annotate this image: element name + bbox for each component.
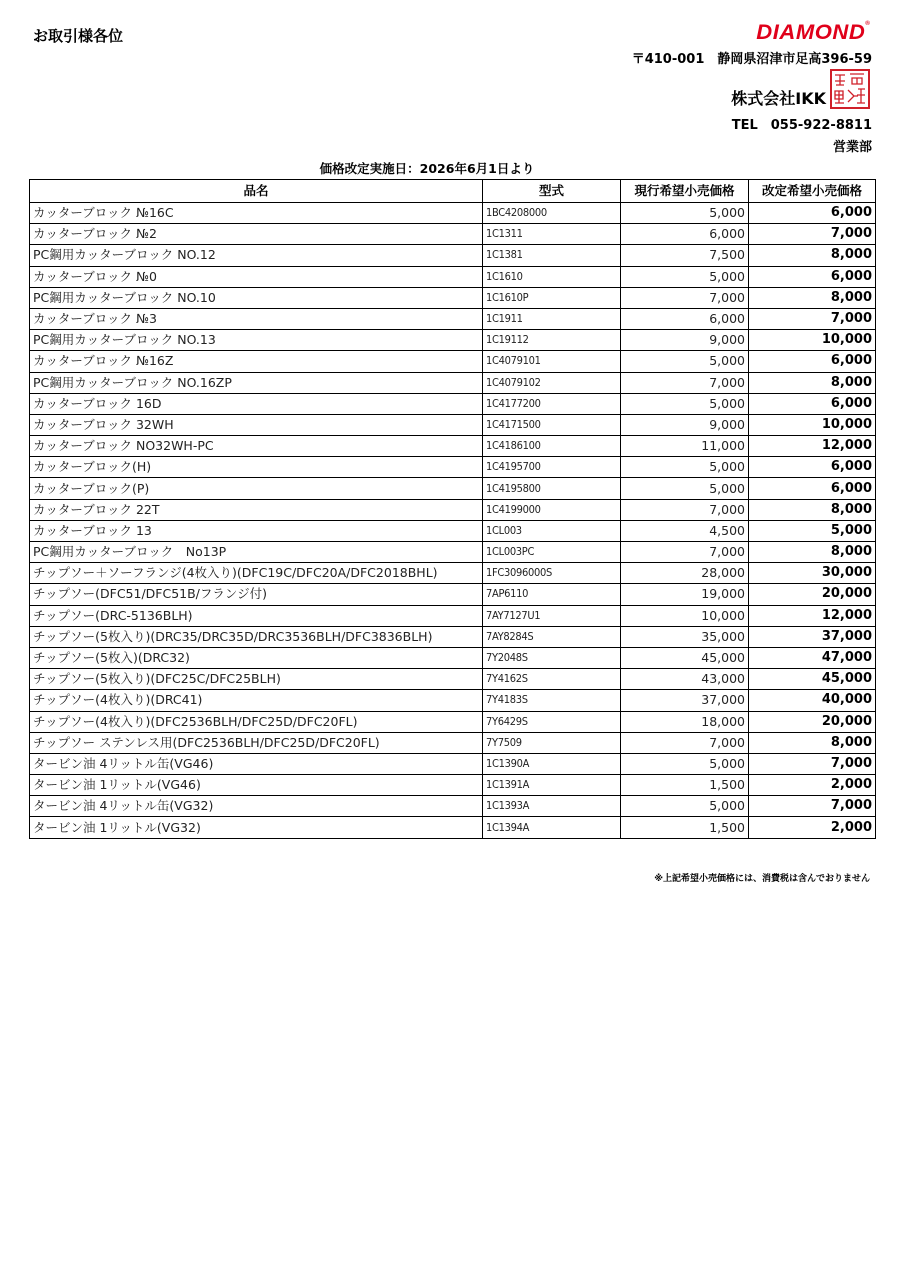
- table-row: [30, 266, 876, 287]
- cell-model: 1C1911: [483, 308, 621, 329]
- cell-current-price: 7,000: [621, 732, 749, 753]
- cell-revised-price: 12,000: [749, 605, 876, 626]
- cell-revised-price: 20,000: [749, 584, 876, 605]
- tax-note: ※上記希望小売価格には、消費税は含んでおりません: [654, 874, 870, 884]
- cell-model: 1FC3096000S: [483, 563, 621, 584]
- table-row: [30, 605, 876, 626]
- cell-product-name: カッターブロック №3: [30, 308, 483, 329]
- cell-product-name: PC鋼用カッターブロック NO.10: [30, 287, 483, 308]
- cell-revised-price: 8,000: [749, 287, 876, 308]
- cell-current-price: 5,000: [621, 393, 749, 414]
- cell-product-name: カッターブロック №2: [30, 224, 483, 245]
- table-row: [30, 499, 876, 520]
- table-row: [30, 478, 876, 499]
- cell-current-price: 19,000: [621, 584, 749, 605]
- table-row: [30, 520, 876, 541]
- cell-revised-price: 6,000: [749, 266, 876, 287]
- table-row: [30, 669, 876, 690]
- cell-model: 7Y4183S: [483, 690, 621, 711]
- cell-product-name: カッターブロック №16C: [30, 203, 483, 224]
- cell-current-price: 5,000: [621, 351, 749, 372]
- cell-product-name: チップソー(5枚入)(DRC32): [30, 647, 483, 668]
- cell-model: 1C1610: [483, 266, 621, 287]
- cell-product-name: カッターブロック №0: [30, 266, 483, 287]
- cell-revised-price: 7,000: [749, 224, 876, 245]
- cell-revised-price: 6,000: [749, 457, 876, 478]
- cell-product-name: PC鋼用カッターブロック NO.16ZP: [30, 372, 483, 393]
- cell-revised-price: 8,000: [749, 372, 876, 393]
- cell-model: 7AP6110: [483, 584, 621, 605]
- cell-current-price: 37,000: [621, 690, 749, 711]
- cell-revised-price: 8,000: [749, 732, 876, 753]
- table-row: [30, 732, 876, 753]
- table-row: [30, 393, 876, 414]
- cell-model: 1C4079102: [483, 372, 621, 393]
- column-header-name: 品名: [30, 180, 483, 203]
- cell-product-name: タービン油 4リットル缶(VG46): [30, 753, 483, 774]
- table-header-row: [30, 180, 876, 203]
- cell-product-name: タービン油 1リットル(VG46): [30, 775, 483, 796]
- cell-revised-price: 6,000: [749, 393, 876, 414]
- telephone: TEL 055-922-8811: [731, 118, 872, 133]
- table-row: [30, 711, 876, 732]
- cell-product-name: チップソー(4枚入り)(DFC2536BLH/DFC25D/DFC20FL): [30, 711, 483, 732]
- cell-current-price: 7,000: [621, 372, 749, 393]
- cell-revised-price: 6,000: [749, 478, 876, 499]
- cell-product-name: チップソー ステンレス用(DFC2536BLH/DFC25D/DFC20FL): [30, 732, 483, 753]
- cell-revised-price: 47,000: [749, 647, 876, 668]
- cell-revised-price: 30,000: [749, 563, 876, 584]
- cell-current-price: 7,000: [621, 499, 749, 520]
- table-row: [30, 584, 876, 605]
- cell-model: 1C4195800: [483, 478, 621, 499]
- cell-current-price: 1,500: [621, 775, 749, 796]
- cell-current-price: 5,000: [621, 796, 749, 817]
- cell-product-name: チップソー(DRC-5136BLH): [30, 605, 483, 626]
- cell-model: 7Y2048S: [483, 647, 621, 668]
- cell-model: 7Y4162S: [483, 669, 621, 690]
- table-row: [30, 224, 876, 245]
- column-header-current-price: 現行希望小売価格: [621, 180, 749, 203]
- cell-product-name: PC鋼用カッターブロック No13P: [30, 542, 483, 563]
- cell-revised-price: 5,000: [749, 520, 876, 541]
- cell-product-name: チップソー(DFC51/DFC51B/フランジ付): [30, 584, 483, 605]
- cell-current-price: 5,000: [621, 266, 749, 287]
- cell-product-name: チップソー＋ソーフランジ(4枚入り)(DFC19C/DFC20A/DFC2018BHL): [30, 563, 483, 584]
- addressee: お取引様各位: [33, 27, 124, 45]
- cell-current-price: 7,000: [621, 287, 749, 308]
- cell-model: 1C4177200: [483, 393, 621, 414]
- table-body: [30, 203, 876, 839]
- cell-current-price: 45,000: [621, 647, 749, 668]
- cell-current-price: 10,000: [621, 605, 749, 626]
- table-row: [30, 753, 876, 774]
- cell-revised-price: 2,000: [749, 817, 876, 838]
- cell-product-name: タービン油 4リットル缶(VG32): [30, 796, 483, 817]
- cell-revised-price: 20,000: [749, 711, 876, 732]
- cell-current-price: 6,000: [621, 224, 749, 245]
- cell-current-price: 1,500: [621, 817, 749, 838]
- cell-model: 7AY7127U1: [483, 605, 621, 626]
- cell-model: 1C4171500: [483, 414, 621, 435]
- cell-product-name: タービン油 1リットル(VG32): [30, 817, 483, 838]
- cell-revised-price: 10,000: [749, 330, 876, 351]
- cell-model: 1C4195700: [483, 457, 621, 478]
- cell-model: 1C4186100: [483, 436, 621, 457]
- cell-product-name: チップソー(4枚入り)(DRC41): [30, 690, 483, 711]
- cell-current-price: 35,000: [621, 626, 749, 647]
- cell-product-name: カッターブロック 22T: [30, 499, 483, 520]
- cell-revised-price: 37,000: [749, 626, 876, 647]
- table-row: [30, 775, 876, 796]
- cell-model: 1CL003PC: [483, 542, 621, 563]
- table-row: [30, 457, 876, 478]
- cell-current-price: 5,000: [621, 457, 749, 478]
- cell-model: 1C1381: [483, 245, 621, 266]
- table-row: [30, 287, 876, 308]
- cell-revised-price: 12,000: [749, 436, 876, 457]
- cell-revised-price: 40,000: [749, 690, 876, 711]
- cell-revised-price: 2,000: [749, 775, 876, 796]
- table-row: [30, 203, 876, 224]
- cell-product-name: カッターブロック(H): [30, 457, 483, 478]
- cell-revised-price: 8,000: [749, 245, 876, 266]
- table-row: [30, 817, 876, 838]
- cell-revised-price: 45,000: [749, 669, 876, 690]
- cell-product-name: チップソー(5枚入り)(DFC25C/DFC25BLH): [30, 669, 483, 690]
- cell-revised-price: 8,000: [749, 499, 876, 520]
- cell-current-price: 9,000: [621, 414, 749, 435]
- column-header-model: 型式: [483, 180, 621, 203]
- cell-current-price: 18,000: [621, 711, 749, 732]
- column-header-revised-price: 改定希望小売価格: [749, 180, 876, 203]
- table-row: [30, 245, 876, 266]
- table-row: [30, 796, 876, 817]
- cell-product-name: カッターブロック 32WH: [30, 414, 483, 435]
- table-row: [30, 542, 876, 563]
- cell-model: 1C4199000: [483, 499, 621, 520]
- table-row: [30, 372, 876, 393]
- cell-revised-price: 7,000: [749, 308, 876, 329]
- cell-model: 7Y6429S: [483, 711, 621, 732]
- company-name: 株式会社IKK: [731, 89, 826, 108]
- cell-product-name: チップソー(5枚入り)(DRC35/DRC35D/DRC3536BLH/DFC3836BLH): [30, 626, 483, 647]
- cell-model: 7Y7509: [483, 732, 621, 753]
- cell-current-price: 7,500: [621, 245, 749, 266]
- cell-current-price: 43,000: [621, 669, 749, 690]
- cell-model: 1C1393A: [483, 796, 621, 817]
- cell-revised-price: 6,000: [749, 351, 876, 372]
- cell-model: 1C1311: [483, 224, 621, 245]
- cell-current-price: 11,000: [621, 436, 749, 457]
- table-row: [30, 351, 876, 372]
- brand-logo: DIAMOND®: [756, 21, 871, 44]
- table-row: [30, 436, 876, 457]
- table-row: [30, 330, 876, 351]
- cell-revised-price: 8,000: [749, 542, 876, 563]
- effective-date: 価格改定実施日：2026年6月1日より: [319, 161, 535, 176]
- cell-current-price: 6,000: [621, 308, 749, 329]
- cell-model: 1C1390A: [483, 753, 621, 774]
- cell-revised-price: 7,000: [749, 796, 876, 817]
- cell-current-price: 28,000: [621, 563, 749, 584]
- cell-current-price: 7,000: [621, 542, 749, 563]
- cell-product-name: カッターブロック №16Z: [30, 351, 483, 372]
- cell-revised-price: 10,000: [749, 414, 876, 435]
- cell-product-name: カッターブロック 13: [30, 520, 483, 541]
- table-row: [30, 690, 876, 711]
- cell-revised-price: 6,000: [749, 203, 876, 224]
- cell-current-price: 9,000: [621, 330, 749, 351]
- cell-product-name: カッターブロック(P): [30, 478, 483, 499]
- department: 営業部: [832, 140, 872, 155]
- cell-model: 1BC4208000: [483, 203, 621, 224]
- cell-current-price: 5,000: [621, 478, 749, 499]
- cell-product-name: カッターブロック NO32WH-PC: [30, 436, 483, 457]
- cell-product-name: カッターブロック 16D: [30, 393, 483, 414]
- cell-revised-price: 7,000: [749, 753, 876, 774]
- cell-current-price: 5,000: [621, 203, 749, 224]
- company-seal-icon: [830, 69, 870, 109]
- cell-model: 1C4079101: [483, 351, 621, 372]
- table-row: [30, 414, 876, 435]
- cell-product-name: PC鋼用カッターブロック NO.12: [30, 245, 483, 266]
- table-row: [30, 647, 876, 668]
- cell-model: 7AY8284S: [483, 626, 621, 647]
- table-row: [30, 308, 876, 329]
- cell-product-name: PC鋼用カッターブロック NO.13: [30, 330, 483, 351]
- cell-model: 1C1394A: [483, 817, 621, 838]
- cell-model: 1C1610P: [483, 287, 621, 308]
- table-row: [30, 563, 876, 584]
- cell-current-price: 4,500: [621, 520, 749, 541]
- cell-model: 1C19112: [483, 330, 621, 351]
- cell-model: 1C1391A: [483, 775, 621, 796]
- price-table: [29, 179, 876, 839]
- cell-current-price: 5,000: [621, 753, 749, 774]
- table-row: [30, 626, 876, 647]
- postal-address: 〒410-001 静岡県沼津市足高396-59: [631, 52, 872, 67]
- cell-model: 1CL003: [483, 520, 621, 541]
